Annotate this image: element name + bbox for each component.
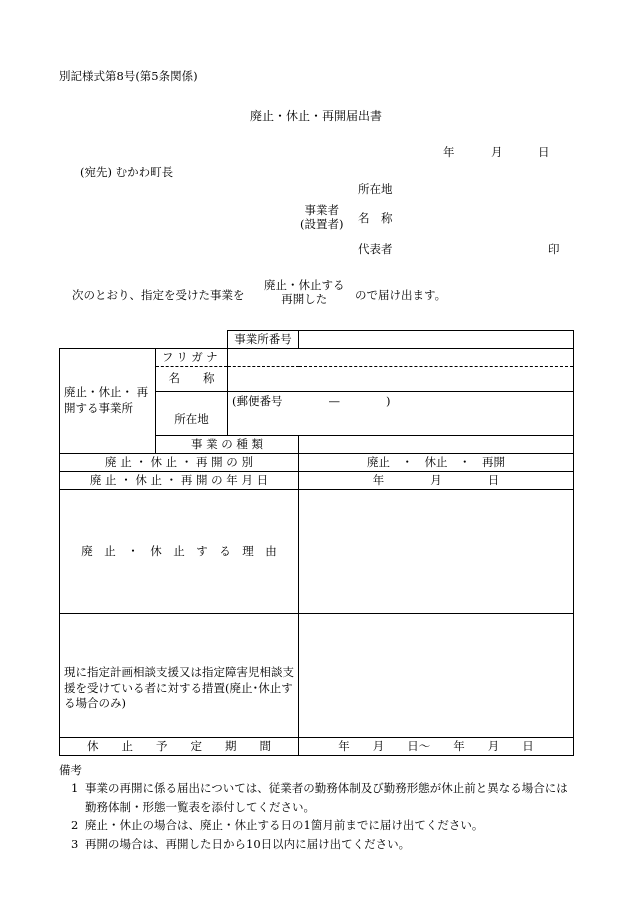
date-day: 日 (538, 145, 550, 159)
note-text: 廃止・休止の場合は、廃止・休止する日の1箇月前までに届け出てください。 (85, 818, 484, 833)
form-table (59, 330, 574, 756)
note-item (59, 816, 579, 834)
seal-mark: 印 (548, 242, 560, 256)
applicant-group-label (300, 204, 343, 232)
date-value[interactable]: 年 月 日 (299, 472, 574, 490)
note-text: 事業の再開に係る届出については、従業者の勤務体制及び勤務形態が休止前と異なる場合には勤務体制・形態一覧表を添付してください。 (85, 781, 568, 814)
business-type-label: 事 業 の 種 類 (156, 436, 299, 454)
business-type-value[interactable] (299, 436, 574, 454)
statement-before: 次のとおり、指定を受けた事業を (72, 288, 245, 302)
statement-option-1: 廃止・休止する (264, 278, 345, 292)
measures-value[interactable] (299, 614, 574, 738)
applicant-group-label-2: (設置者) (300, 216, 344, 231)
addressee: (宛先) むかわ町長 (80, 165, 174, 179)
office-number-label: 事業所番号 (228, 331, 299, 349)
category-label: 廃 止 ・ 休 止 ・ 再 開 の 別 (60, 454, 299, 472)
note-text: 再開の場合は、再開した日から10日以内に届け出てください。 (85, 836, 411, 851)
date-month: 月 (491, 145, 503, 159)
period-value[interactable]: 年 月 日～ 年 月 日 (299, 738, 574, 756)
location-value[interactable] (228, 392, 574, 436)
statement-options (264, 279, 345, 307)
date-label: 廃 止 ・ 休 止 ・ 再 開 の 年 月 日 (60, 472, 299, 490)
applicant-name-label: 名 称 (358, 211, 393, 225)
applicant-group-label-1: 事業者 (304, 203, 339, 217)
name-value[interactable] (228, 367, 574, 392)
office-group-text: 廃止・休止・ 再開する事業所 (64, 385, 149, 415)
blank-corner (60, 331, 228, 349)
notes-heading: 備考 (59, 763, 82, 777)
form-title: 廃止・休止・再開届出書 (250, 109, 383, 123)
office-group-label (60, 349, 156, 454)
reason-label: 廃 止 ・ 休 止 す る 理 由 (60, 490, 299, 614)
reason-value[interactable] (299, 490, 574, 614)
postal-code: (郵便番号 — ) (232, 394, 391, 408)
date-year: 年 (443, 145, 455, 159)
applicant-rep-label: 代表者 (358, 242, 393, 256)
note-item (59, 835, 579, 853)
form-number: 別記様式第8号(第5条関係) (59, 69, 198, 83)
category-value[interactable]: 廃止 ・ 休止 ・ 再開 (299, 454, 574, 472)
period-label: 休 止 予 定 期 間 (60, 738, 299, 756)
name-label: 名 称 (156, 367, 228, 392)
note-number: 1 (71, 781, 79, 796)
applicant-address-label: 所在地 (358, 182, 393, 196)
office-number-value[interactable] (299, 331, 574, 349)
furigana-value[interactable] (228, 349, 574, 367)
note-number: 3 (71, 836, 79, 851)
statement-after: ので届け出ます。 (355, 288, 447, 302)
measures-text: 現に指定計画相談支援又は指定障害児相談支援を受けている者に対する措置(廃止･休止する場合のみ) (64, 665, 294, 711)
furigana-label: フリガナ (156, 349, 228, 367)
notes-section (59, 761, 579, 853)
measures-label (60, 614, 299, 738)
note-item (59, 779, 579, 816)
statement-option-2: 再開した (281, 291, 328, 306)
note-number: 2 (71, 818, 79, 833)
location-label: 所在地 (156, 392, 228, 436)
